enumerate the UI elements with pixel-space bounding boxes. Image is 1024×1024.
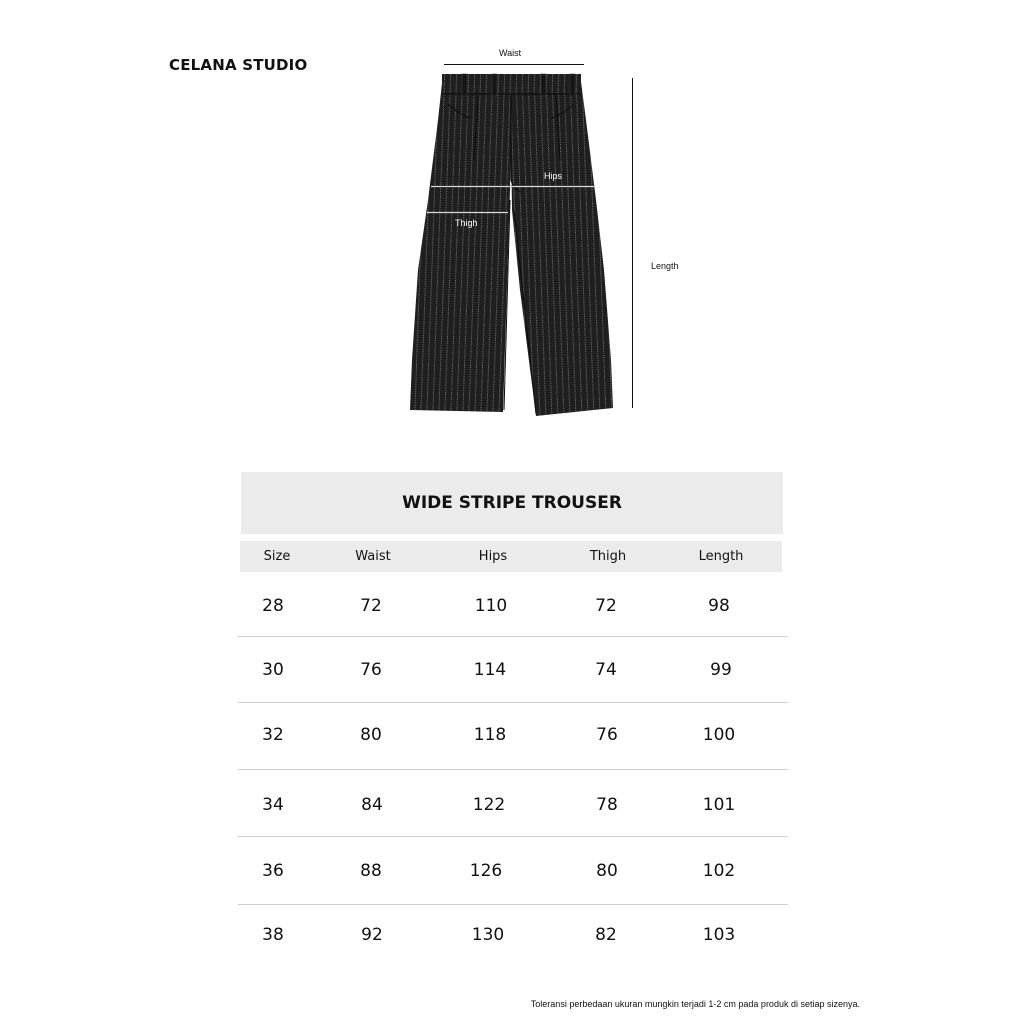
tolerance-note: Toleransi perbedaan ukuran mungkin terjadi 1-2 cm pada produk di setiap sizenya. xyxy=(530,999,860,1009)
trouser-right-leg xyxy=(505,70,620,420)
trouser-left-leg xyxy=(400,70,520,420)
cell-hips: 110 xyxy=(474,596,508,616)
thigh-label: Thigh xyxy=(455,218,478,228)
brand-name: CELANA STUDIO xyxy=(169,56,308,74)
cell-thigh: 74 xyxy=(595,660,617,680)
size-chart-title: WIDE STRIPE TROUSER xyxy=(241,472,783,534)
trouser-illustration xyxy=(0,0,1024,440)
size-chart-header xyxy=(240,541,782,572)
cell-length: 100 xyxy=(702,725,736,745)
cell-waist: 92 xyxy=(361,925,383,945)
cell-thigh: 76 xyxy=(596,725,618,745)
measurement-diagram xyxy=(0,0,1024,440)
cell-hips: 122 xyxy=(472,795,506,815)
column-header-waist: Waist xyxy=(355,549,391,564)
cell-thigh: 78 xyxy=(596,795,618,815)
hips-label: Hips xyxy=(544,171,563,181)
row-divider xyxy=(238,904,788,905)
length-label: Length xyxy=(651,261,679,271)
cell-size: 36 xyxy=(262,861,284,881)
cell-thigh: 72 xyxy=(595,596,617,616)
cell-length: 103 xyxy=(702,925,736,945)
cell-thigh: 80 xyxy=(596,861,618,881)
column-header-length: Length xyxy=(698,549,744,564)
cell-size: 34 xyxy=(262,795,284,815)
cell-size: 38 xyxy=(262,925,284,945)
cell-size: 30 xyxy=(262,660,284,680)
cell-hips: 130 xyxy=(471,925,505,945)
cell-length: 99 xyxy=(710,660,732,680)
cell-hips: 118 xyxy=(473,725,507,745)
column-header-size: Size xyxy=(263,549,291,564)
cell-length: 102 xyxy=(702,861,736,881)
cell-waist: 80 xyxy=(360,725,382,745)
column-header-thigh: Thigh xyxy=(589,549,627,564)
trouser-waistband xyxy=(442,74,581,96)
cell-waist: 72 xyxy=(360,596,382,616)
column-header-hips: Hips xyxy=(478,549,508,564)
row-divider xyxy=(238,636,788,637)
waist-label: Waist xyxy=(499,48,522,58)
row-divider xyxy=(238,836,788,837)
cell-length: 98 xyxy=(708,596,730,616)
row-divider xyxy=(238,769,788,770)
cell-size: 32 xyxy=(262,725,284,745)
cell-waist: 84 xyxy=(361,795,383,815)
cell-waist: 76 xyxy=(360,660,382,680)
cell-thigh: 82 xyxy=(595,925,617,945)
cell-waist: 88 xyxy=(360,861,382,881)
cell-hips: 114 xyxy=(473,660,507,680)
cell-size: 28 xyxy=(262,596,284,616)
cell-hips: 126 xyxy=(469,861,503,881)
row-divider xyxy=(238,702,788,703)
cell-length: 101 xyxy=(702,795,736,815)
